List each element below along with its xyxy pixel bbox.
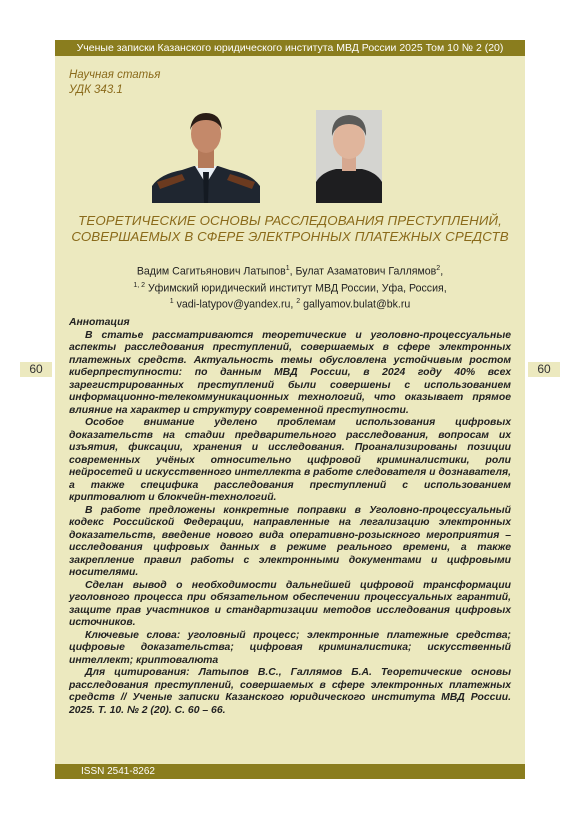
author-portrait-uniform bbox=[152, 110, 260, 203]
abstract-heading: Аннотация bbox=[69, 317, 130, 328]
email-2-sup: 2 bbox=[296, 298, 301, 306]
footer-bar bbox=[55, 764, 525, 779]
author-2-sup: 2 bbox=[436, 265, 441, 272]
affiliation bbox=[80, 279, 500, 296]
author-1-name: Вадим Сагитьянович Латыпов bbox=[136, 265, 286, 278]
author-photo-2 bbox=[316, 110, 382, 203]
author-1-sup: 1 bbox=[285, 265, 290, 272]
abstract-paragraph-1: В статье рассматриваются теоретические и уголовно-процессуальные аспекты расследования преступлений, совершаемых в сфере электронных платежных средств. Актуальность темы обусловлена устойчивым ростом киберпреступности: по данным МВД России, в 2024 году 40% всех зарегистрированных преступлений были совершены с использованием информационно-телекоммуникационных технологий, что оказывает прямое влияние на характер и структуру современной преступности. bbox=[69, 329, 511, 416]
page-number-left: 60 bbox=[20, 362, 52, 377]
abstract-paragraph-2: Особое внимание уделено проблемам использования цифровых доказательств на стадии предварительного расследования, вопросам их изъятия, фиксации, хранения и исследования. Проанализированы позиции современных учёных относительно цифровой криминалистики, роли нейросетей и искусственного интеллекта в работе следователя и дознавателя, а также специфика расследования преступлений с использованием криптовалют и блокчейн-технологий. bbox=[69, 417, 511, 503]
author-emails bbox=[80, 295, 500, 312]
authors-block bbox=[80, 262, 500, 312]
abstract-section bbox=[55, 317, 525, 717]
page-number-right: 60 bbox=[528, 362, 560, 377]
keywords: Ключевые слова: уголовный процесс; электронные платежные средства; цифровые доказательства; цифровая криминалистика; искусственный интеллект; криптовалюта bbox=[69, 629, 511, 666]
citation: Для цитирования: Латыпов В.С., Галлямов Б.А. Теоретические основы расследования преступлений, совершаемых в сфере электронных платежных средств // Ученые записки Казанского юридического института МВД России. 2025. Т. 10. № 2 (20). С. 60 – 66. bbox=[69, 667, 511, 716]
email-1-link[interactable]: vadi-latypov@yandex.ru, bbox=[176, 298, 294, 311]
email-2-link[interactable]: gallyamov.bulat@bk.ru bbox=[303, 298, 411, 311]
affiliation-sup: 1, 2 bbox=[133, 281, 145, 289]
email-1-sup: 1 bbox=[169, 298, 174, 306]
article-title: ТЕОРЕТИЧЕСКИЕ ОСНОВЫ РАССЛЕДОВАНИЯ ПРЕСТУПЛЕНИЙ, СОВЕРШАЕМЫХ В СФЕРЕ ЭЛЕКТРОННЫХ ПЛАТЕЖНЫХ СРЕДСТВ bbox=[71, 213, 509, 244]
author-names: Вадим Сагитьянович Латыпов$^1$, Булат Азаматович Галлямов$^2$, bbox=[136, 265, 444, 278]
author-photo-1 bbox=[152, 110, 260, 203]
abstract-paragraph-4: Сделан вывод о необходимости дальнейшей цифровой трансформации уголовного процесса при обязательном обеспечении процессуальных гарантий, защите прав участников и стандартизации методов исследования цифровых источников. bbox=[69, 579, 511, 628]
journal-header-bar: Ученые записки Казанского юридического института МВД России 2025 Том 10 № 2 (20) bbox=[55, 40, 525, 56]
article-meta bbox=[69, 68, 160, 98]
abstract-paragraph-3: В работе предложены конкретные поправки в Уголовно-процессуальный кодекс Российской Федерации, направленные на легализацию электронных доказательств, введение нового вида оперативно-розыскного мероприятия – исследования цифровых данных в режиме реального времени, а также закрепление правил работы с электронными документами и цифровыми носителями. bbox=[69, 504, 511, 578]
author-2-name: Булат Азаматович Галлямов bbox=[295, 265, 437, 278]
author-portrait-casual bbox=[316, 110, 382, 203]
issn: ISSN 2541-8262 bbox=[81, 766, 155, 777]
affiliation-text: Уфимский юридический институт МВД России, Уфа, Россия, bbox=[147, 282, 447, 295]
udc-code: УДК 343.1 bbox=[69, 84, 123, 96]
article-type: Научная статья bbox=[69, 69, 161, 81]
